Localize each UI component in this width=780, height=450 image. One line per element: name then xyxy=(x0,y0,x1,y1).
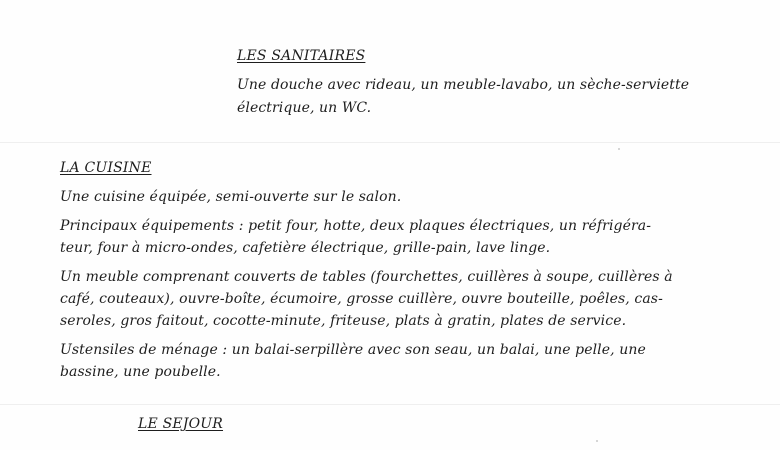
section-heading-sanitaires: LES SANITAIRES xyxy=(237,48,366,64)
cuisine-text-line: Une cuisine équipée, semi-ouverte sur le salon. xyxy=(60,189,402,205)
cuisine-text-line: bassine, une poubelle. xyxy=(60,364,221,380)
cuisine-text-line: teur, four à micro-ondes, cafetière électrique, grille-pain, lave linge. xyxy=(60,240,551,256)
sanitaires-text-line: électrique, un WC. xyxy=(237,100,372,116)
cuisine-text-line: Ustensiles de ménage : un balai-serpillère avec son seau, un balai, une pelle, une xyxy=(60,342,646,358)
scan-speck xyxy=(618,148,620,150)
scan-artifact-line xyxy=(0,404,780,405)
section-heading-cuisine: LA CUISINE xyxy=(60,160,152,176)
cuisine-text-line: seroles, gros faitout, cocotte-minute, friteuse, plats à gratin, plates de service. xyxy=(60,313,627,329)
sanitaires-text-line: Une douche avec rideau, un meuble-lavabo, un sèche-serviette xyxy=(237,77,690,93)
cuisine-text-line: café, couteaux), ouvre-boîte, écumoire, grosse cuillère, ouvre bouteille, poêles, cas- xyxy=(60,291,663,307)
scan-artifact-line xyxy=(0,142,780,143)
section-heading-sejour: LE SEJOUR xyxy=(138,416,224,432)
cuisine-text-line: Un meuble comprenant couverts de tables (fourchettes, cuillères à soupe, cuillères à xyxy=(60,269,673,285)
scan-speck xyxy=(596,440,598,442)
cuisine-text-line: Principaux équipements : petit four, hotte, deux plaques électriques, un réfrigéra- xyxy=(60,218,652,234)
